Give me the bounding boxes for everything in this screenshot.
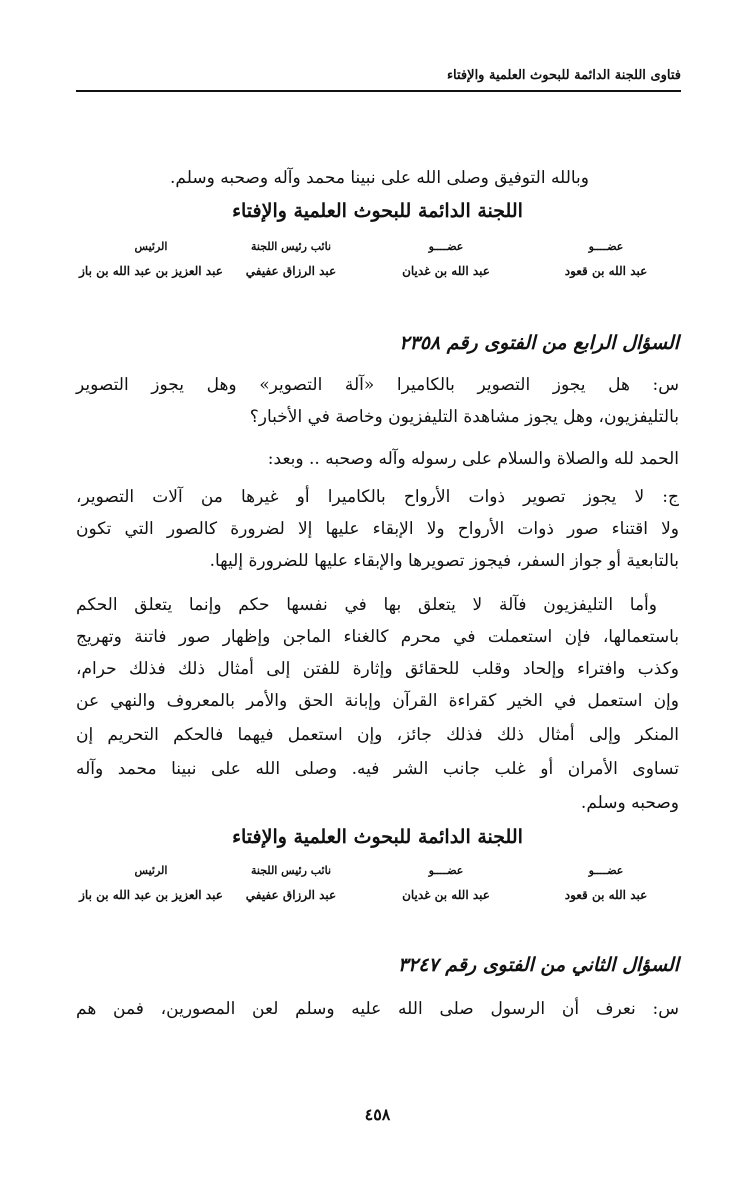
answer-line: المنكر وإلى أمثال ذلك فذلك جائز، وإن استعمل فيهما فالحكم التحريم إن [76,725,679,745]
signature-member-2 [361,862,531,902]
signature-role: الرئيس [134,864,168,877]
praise-line: الحمد لله والصلاة والسلام على رسوله وآله وصحبه .. وبعد: [267,449,679,469]
question-line: س: نعرف أن الرسول صلى الله عليه وسلم لعن المصورين، فمن هم [76,999,679,1019]
signature-name: عبد العزيز بن عبد الله بن باز [79,264,223,278]
signature-role: نائب رئيس اللجنة [250,240,332,253]
signature-name: عبد الله بن قعود [564,264,648,278]
signature-name: عبد العزيز بن عبد الله بن باز [79,888,223,902]
committee-title-2: اللجنة الدائمة للبحوث العلمية والإفتاء [232,826,523,848]
question-heading-2: السؤال الثاني من الفتوى رقم ٣٢٤٧ [397,954,679,976]
signature-role: عضــــو [428,864,464,877]
signature-chair [66,862,236,902]
committee-title-1: اللجنة الدائمة للبحوث العلمية والإفتاء [232,200,523,222]
signature-role: عضــــو [588,864,624,877]
signature-member-1 [521,238,691,278]
signature-name: عبد الله بن غديان [402,888,490,902]
answer-line: وأما التليفزيون فآلة لا يتعلق بها في نفسها حكم وإنما يتعلق الحكم [76,595,657,615]
question-line: س: هل يجوز التصوير بالكاميرا «آلة التصوير» وهل يجوز التصوير [76,375,679,395]
answer-line: باستعمالها، فإن استعملت في محرم كالغناء الماجن وإظهار صور فاتنة وتهريج [76,627,679,647]
signature-role: الرئيس [134,240,168,253]
signature-role: نائب رئيس اللجنة [250,864,332,877]
question-heading-1: السؤال الرابع من الفتوى رقم ٢٣٥٨ [399,332,679,354]
question-line: بالتليفزيون، وهل يجوز مشاهدة التليفزيون وخاصة في الأخبار؟ [249,407,679,427]
signature-name: عبد الرزاق عفيفي [245,888,337,902]
signature-name: عبد الله بن قعود [564,888,648,902]
signature-name: عبد الله بن غديان [402,264,490,278]
signature-role: عضــــو [428,240,464,253]
signature-role: عضــــو [588,240,624,253]
closing-prayer-1: وبالله التوفيق وصلى الله على نبينا محمد وآله وصحبه وسلم. [170,168,589,188]
answer-line: ولا اقتناء صور ذوات الأرواح ولا الإبقاء عليها إلا لضرورة كالصور التي تكون [76,519,679,539]
answer-line: وصحبه وسلم. [580,793,679,813]
signature-member-1 [521,862,691,902]
page-number: ٤٥٨ [364,1105,391,1124]
answer-line: تساوى الأمران أو غلب جانب الشر فيه. وصلى الله على نبينا محمد وآله [76,759,679,779]
answer-line: بالتابعية أو جواز السفر، فيجوز تصويرها والإبقاء عليها للضرورة إليها. [209,551,679,571]
signature-block-2 [68,862,681,912]
answer-line: ج: لا يجوز تصوير ذوات الأرواح بالكاميرا أو غيرها من آلات التصوير، [76,487,679,507]
signature-block-1 [68,238,681,288]
signature-chair [66,238,236,278]
header-title: فتاوى اللجنة الدائمة للبحوث العلمية والإفتاء [446,68,681,83]
signature-name: عبد الرزاق عفيفي [245,264,337,278]
running-header [76,68,681,92]
answer-line: وإن استعمل في الخير كقراءة القرآن وإبانة الحق والأمر بالمعروف والنهي عن [76,691,679,711]
signature-member-2 [361,238,531,278]
answer-line: وكذب وافتراء وإلحاد وقلب للحقائق وإثارة للفتن إلى أمثال ذلك فذلك حرام، [76,659,679,679]
